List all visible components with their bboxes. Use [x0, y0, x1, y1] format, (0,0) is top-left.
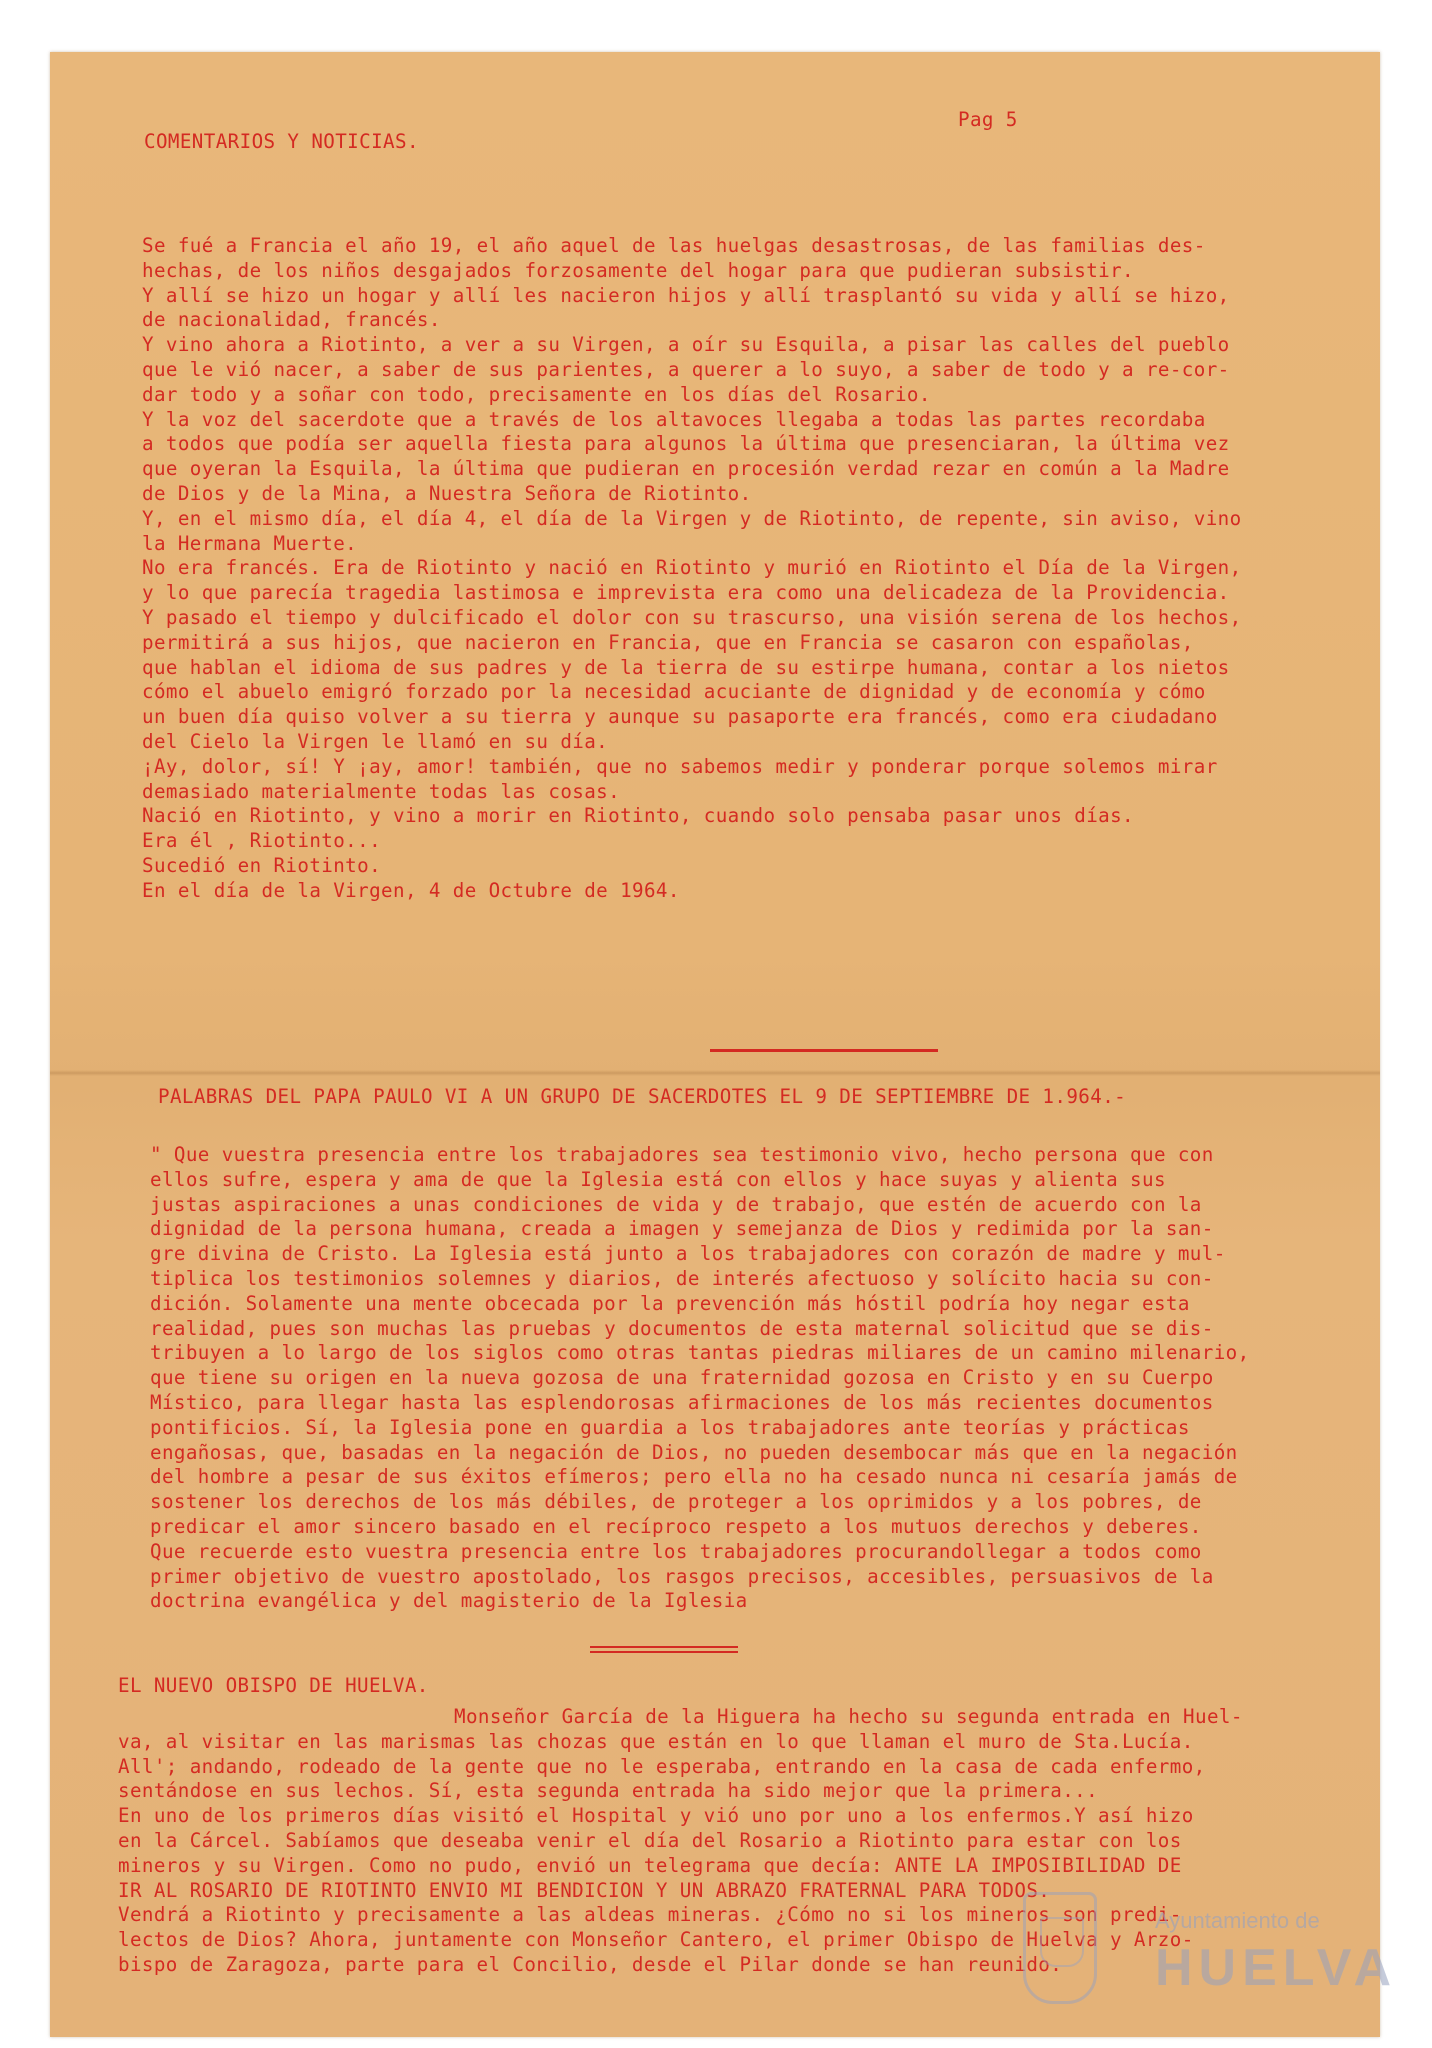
text-line: en la Cárcel. Sabíamos que deseaba venir el día del Rosario a Riotinto para estar con los: [118, 1828, 1182, 1852]
section-title-palabras-papa: PALABRAS DEL PAPA PAULO VI A UN GRUPO DE SACERDOTES EL 9 DE SEPTIEMBRE DE 1.964.-: [158, 1085, 1127, 1108]
text-line: Vendrá a Riotinto y precisamente a las aldeas mineras. ¿Cómo no si los mineros son predi-: [118, 1903, 1182, 1927]
text-line: ¡Ay, dolor, sí! Y ¡ay, amor! también, que no sabemos medir y ponderar porque solemos mirar: [142, 754, 1218, 778]
text-line: gre divina de Cristo. La Iglesia está junto a los trabajadores con corazón de madre y mul-: [150, 1242, 1226, 1266]
text-line: primer objetivo de vuestro apostolado, los rasgos precisos, accesibles, persuasivos de la: [150, 1564, 1214, 1588]
text-line: hechas, de los niños desgajados forzosamente del hogar para que pudieran subsistir.: [142, 258, 1135, 282]
watermark-ayuntamiento-huelva: [975, 1880, 1398, 2030]
text-line: dición. Solamente una mente obcecada por la prevención más hóstil podría hoy negar esta: [150, 1291, 1190, 1315]
underline-top: [590, 1646, 738, 1648]
text-line: predicar el amor sincero basado en el recíproco respeto a los mutuos derechos y deberes.: [150, 1514, 1202, 1538]
page-number: Pag 5: [958, 108, 1018, 131]
section-title-comentarios: COMENTARIOS Y NOTICIAS.: [144, 130, 419, 153]
watermark-line2: HUELVA: [1155, 1939, 1398, 1997]
text-line: Sucedió en Riotinto.: [142, 853, 382, 877]
text-line: que oyeran la Esquila, la última que pudieran en procesión verdad rezar en común a la Madre: [142, 457, 1230, 481]
text-line: IR AL ROSARIO DE RIOTINTO ENVIO MI BENDICION Y UN ABRAZO FRATERNAL PARA TODOS.: [118, 1878, 1051, 1902]
section-body-comentarios: [142, 234, 1242, 904]
text-line: del hombre a pesar de sus éxitos efímeros; pero ella no ha cesado nunca ni cesaría jamás de: [150, 1465, 1238, 1489]
text-line: de nacionalidad, francés.: [142, 308, 441, 332]
text-line: que le vió nacer, a saber de sus parientes, a querer a lo suyo, a saber de todo y a re-cor-: [142, 357, 1230, 381]
text-line: Y la voz del sacerdote que a través de los altavoces llegaba a todas las partes recordaba: [142, 407, 1206, 431]
double-underline: [590, 1646, 738, 1656]
text-line: de Dios y de la Mina, a Nuestra Señora de Riotinto.: [142, 481, 752, 505]
text-line: tiplica los testimonios solemnes y diarios, de interés afectuoso y solícito hacia su con-: [150, 1266, 1214, 1290]
text-line-indented: Monseñor García de la Higuera ha hecho su segunda entrada en Huel-: [454, 1705, 1243, 1728]
text-line: Nació en Riotinto, y vino a morir en Riotinto, cuando solo pensaba pasar unos días.: [142, 804, 1135, 828]
text-line: Y vino ahora a Riotinto, a ver a su Virgen, a oír su Esquila, a pisar las calles del pueblo: [142, 333, 1230, 357]
text-line: lectos de Dios? Ahora, juntamente con Monseñor Cantero, el primer Obispo de Huelva y Arzo-: [118, 1928, 1194, 1952]
paper-fold: [50, 1070, 1380, 1076]
text-line: del Cielo la Virgen le llamó en su día.: [142, 729, 609, 753]
text-line: doctrina evangélica y del magisterio de la Iglesia: [150, 1589, 748, 1613]
text-line: dar todo y a soñar con todo, precisamente en los días del Rosario.: [142, 382, 931, 406]
text-line: pontificios. Sí, la Iglesia pone en guardia a los trabajadores ante teorías y prácticas: [150, 1415, 1190, 1439]
text-line: Y allí se hizo un hogar y allí les nacieron hijos y allí trasplantó su vida y allí se hizo,: [142, 283, 1230, 307]
text-line: " Que vuestra presencia entre los trabajadores sea testimonio vivo, hecho persona que con: [150, 1143, 1214, 1166]
text-line: cómo el abuelo emigró forzado por la necesidad acuciante de dignidad y de economía y cómo: [142, 680, 1206, 704]
text-line: va, al visitar en las marismas las chozas que están en lo que llaman el muro de Sta.Lucía.: [118, 1729, 1194, 1753]
text-line: realidad, pues son muchas las pruebas y documentos de esta maternal solicitud que se dis-: [150, 1316, 1214, 1340]
text-line: En el día de la Virgen, 4 de Octubre de 1964.: [142, 878, 680, 902]
underline-bottom: [590, 1651, 738, 1653]
text-line: Místico, para llegar hasta las esplendorosas afirmaciones de los más recientes documentos: [150, 1390, 1214, 1414]
text-line: No era francés. Era de Riotinto y nació en Riotinto y murió en Riotinto el Día de la Virgen,: [142, 556, 1242, 580]
text-line: demasiado materialmente todas las cosas.: [142, 779, 621, 803]
text-line: Era él , Riotinto...: [142, 829, 382, 853]
text-line: Que recuerde esto vuestra presencia entre los trabajadores procurandollegar a todos como: [150, 1539, 1202, 1563]
text-line: permitirá a sus hijos, que nacieron en Francia, que en Francia se casaron con españolas,: [142, 630, 1194, 654]
text-line: Se fué a Francia el año 19, el año aquel de las huelgas desastrosas, de las familias des-: [142, 234, 1206, 257]
text-line: un buen día quiso volver a su tierra y aunque su pasaporte era francés, como era ciudadano: [142, 705, 1218, 729]
text-line: dignidad de la persona humana, creada a imagen y semejanza de Dios y redimida por la san-: [150, 1217, 1214, 1241]
text-line: sentándose en sus lechos. Sí, esta segunda entrada ha sido mejor que la primera...: [118, 1779, 1099, 1803]
text-line: y lo que parecía tragedia lastimosa e imprevista era como una delicadeza de la Providencia.: [142, 581, 1230, 605]
text-line: justas aspiraciones a unas condiciones de vida y de trabajo, que estén de acuerdo con la: [150, 1192, 1202, 1216]
text-line: Y pasado el tiempo y dulcificado el dolor con su trascurso, una visión serena de los hechos,: [142, 605, 1242, 629]
crest-icon: [1023, 1892, 1097, 2004]
document-page: [50, 52, 1380, 2037]
text-line: que hablan el idioma de sus padres y de la tierra de su estirpe humana, contar a los nietos: [142, 655, 1230, 679]
text-line: sostener los derechos de los más débiles, de proteger a los oprimidos y a los pobres, de: [150, 1490, 1202, 1514]
text-line: tribuyen a lo largo de los siglos como otras tantas piedras miliares de un camino milenario,: [150, 1341, 1250, 1365]
section-title-obispo: EL NUEVO OBISPO DE HUELVA.: [118, 1674, 429, 1697]
text-line: que tiene su origen en la nueva gozosa de una fraternidad gozosa en Cristo y en su Cuerpo: [150, 1366, 1214, 1390]
text-line: ellos sufre, espera y ama de que la Iglesia está con ellos y hace suyas y alienta sus: [150, 1167, 1166, 1191]
watermark-line1: Ayuntamiento de: [1155, 1908, 1320, 1933]
text-line: mineros y su Virgen. Como no pudo, envió un telegrama que decía: ANTE LA IMPOSIBILIDAD DE: [118, 1853, 1182, 1877]
text-line: Y, en el mismo día, el día 4, el día de la Virgen y de Riotinto, de repente, sin aviso, vino: [142, 506, 1242, 530]
text-line: En uno de los primeros días visitó el Hospital y vió uno por uno a los enfermos.Y así hizo: [118, 1804, 1194, 1828]
text-line: a todos que podía ser aquella fiesta para algunos la última que presenciaran, la última vez: [142, 432, 1230, 456]
text-line: bispo de Zaragoza, parte para el Concilio, desde el Pilar donde se han reunido.: [118, 1952, 1063, 1976]
section-divider: [710, 1049, 938, 1052]
text-line: la Hermana Muerte.: [142, 531, 358, 555]
text-line: engañosas, que, basadas en la negación de Dios, no pueden desembocar más que en la negación: [150, 1440, 1238, 1464]
section-body-palabras-papa: [150, 1143, 1250, 1614]
text-line: All'; andando, rodeado de la gente que no le esperaba, entrando en la casa de cada enfermo,: [118, 1754, 1206, 1778]
